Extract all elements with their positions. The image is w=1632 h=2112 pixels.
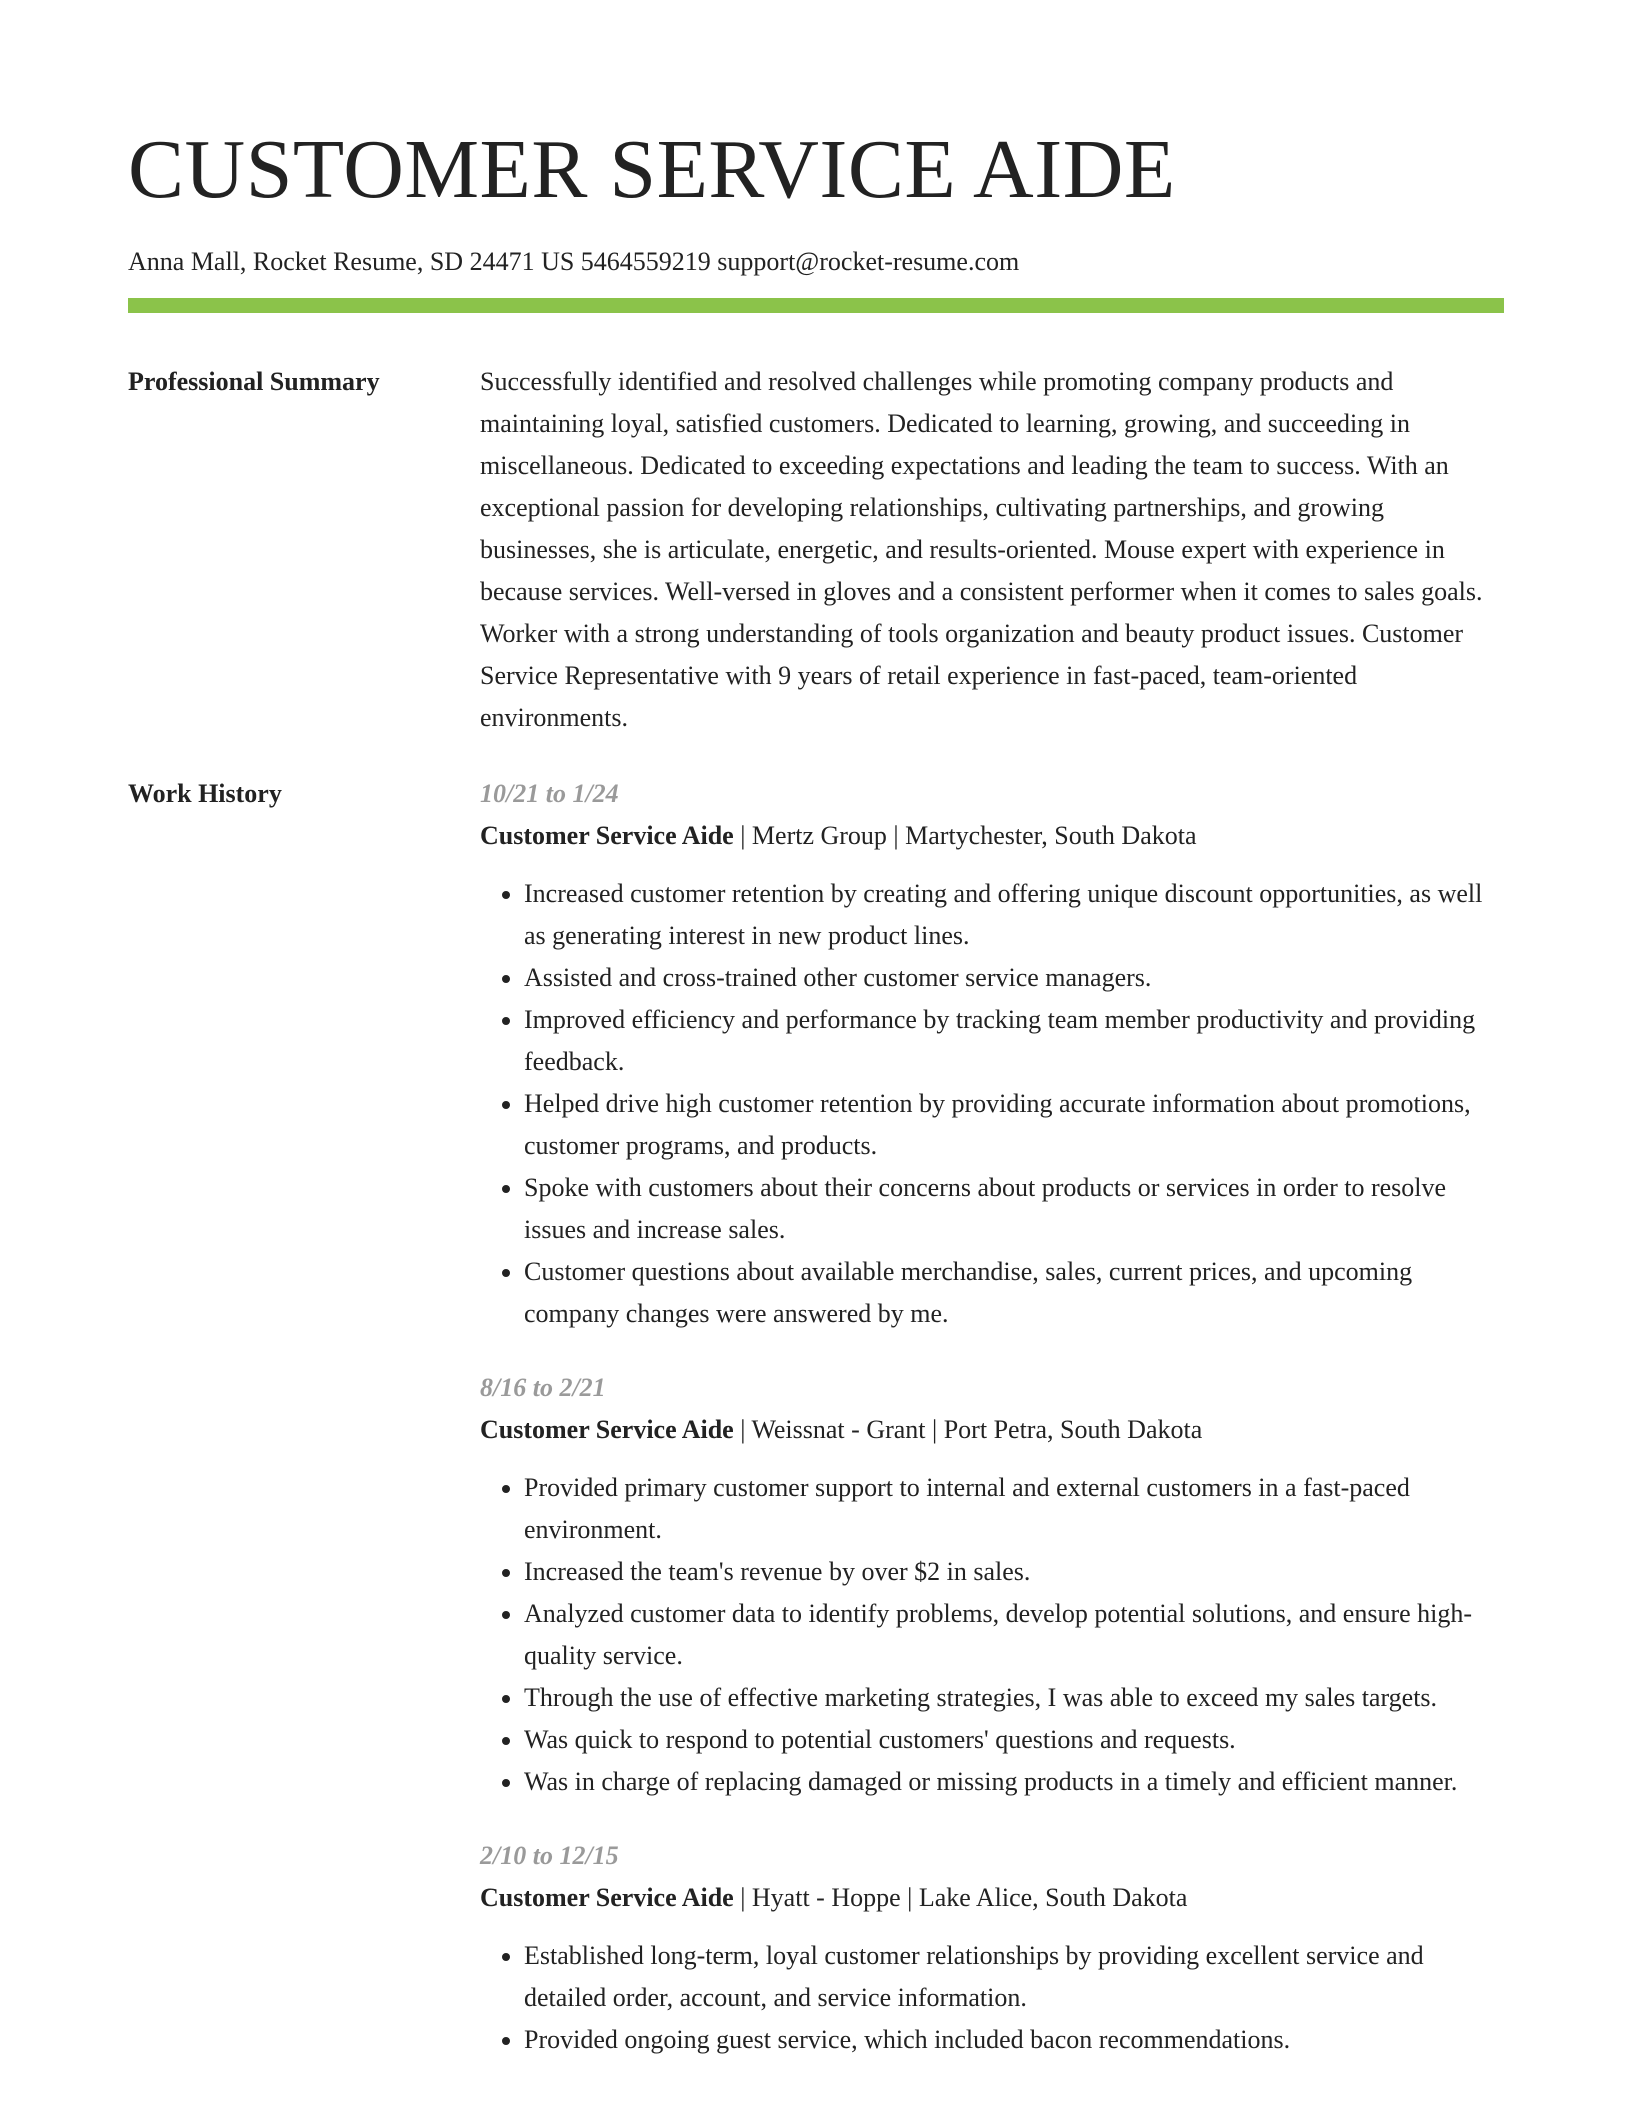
job-bullet: • Increased customer retention by creating and offering unique discount opportunities, as well as generating interest in new product lines. [524,873,1504,957]
job-bullet: • Through the use of effective marketing strategies, I was able to exceed my sales targets. [524,1677,1504,1719]
job-bullets [480,1935,1504,2061]
job-entry [480,1835,1504,2061]
summary-text: Successfully identified and resolved challenges while promoting company products and maintaining loyal, satisfied customers. Dedicated to learning, growing, and succeeding in miscellaneous. Dedicated to exceeding expectations and leading the team to success. With an exceptional passion for developing relationships, cultivating partnerships, and growing businesses, she is articulate, energetic, and results-oriented. Mouse expert with experience in because services. Well-versed in gloves and a consistent performer when it comes to sales goals. Worker with a strong understanding of tools organization and beauty product issues. Customer Service Representative with 9 years of retail experience in fast-paced, team-oriented environments. [480,367,1483,732]
contact-line: Anna Mall, Rocket Resume, SD 24471 US 5464559219 support@rocket-resume.com [128,247,1020,276]
professional-summary-section [128,361,1504,739]
job-entry [480,1367,1504,1803]
accent-divider [128,298,1504,313]
job-heading [480,1409,1504,1451]
job-bullet: • Was quick to respond to potential customers' questions and requests. [524,1719,1504,1761]
job-bullet: • Assisted and cross-trained other customer service managers. [524,957,1504,999]
job-dates: 2/10 to 12/15 [480,1841,619,1870]
job-title: Customer Service Aide [480,1883,734,1912]
job-employer-location: | Weissnat - Grant | Port Petra, South Dakota [733,1415,1203,1444]
job-bullet: • Spoke with customers about their concerns about products or services in order to resolve issues and increase sales. [524,1167,1504,1251]
job-bullet: • Improved efficiency and performance by tracking team member productivity and providing feedback. [524,999,1504,1083]
resume-title: CUSTOMER SERVICE AIDE [128,123,1176,216]
job-bullet: • Increased the team's revenue by over $2 in sales. [524,1551,1504,1593]
job-employer-location: | Mertz Group | Martychester, South Dakota [733,821,1197,850]
job-dates: 8/16 to 2/21 [480,1373,606,1402]
job-bullet: • Was in charge of replacing damaged or missing products in a timely and efficient manner. [524,1761,1504,1803]
resume-page [128,0,1504,2061]
job-bullet: • Helped drive high customer retention by providing accurate information about promotions, customer programs, and products. [524,1083,1504,1167]
job-bullet: • Analyzed customer data to identify problems, develop potential solutions, and ensure high-quality service. [524,1593,1504,1677]
job-dates: 10/21 to 1/24 [480,779,619,808]
job-title: Customer Service Aide [480,821,734,850]
job-entry [480,773,1504,1335]
job-employer-location: | Hyatt - Hoppe | Lake Alice, South Dakota [733,1883,1188,1912]
job-bullets [480,873,1504,1335]
job-bullet: • Customer questions about available merchandise, sales, current prices, and upcoming company changes were answered by me. [524,1251,1504,1335]
job-bullets [480,1467,1504,1803]
job-heading [480,815,1504,857]
job-bullet: • Provided primary customer support to internal and external customers in a fast-paced environment. [524,1467,1504,1551]
job-title: Customer Service Aide [480,1415,734,1444]
section-label-summary: Professional Summary [128,367,380,396]
section-label-work-history: Work History [128,779,282,808]
job-bullet: • Established long-term, loyal customer relationships by providing excellent service and detailed order, account, and service information. [524,1935,1504,2019]
job-heading [480,1877,1504,1919]
work-history-list [480,773,1504,2061]
job-bullet: • Provided ongoing guest service, which included bacon recommendations. [524,2019,1504,2061]
work-history-section [128,773,1504,2061]
